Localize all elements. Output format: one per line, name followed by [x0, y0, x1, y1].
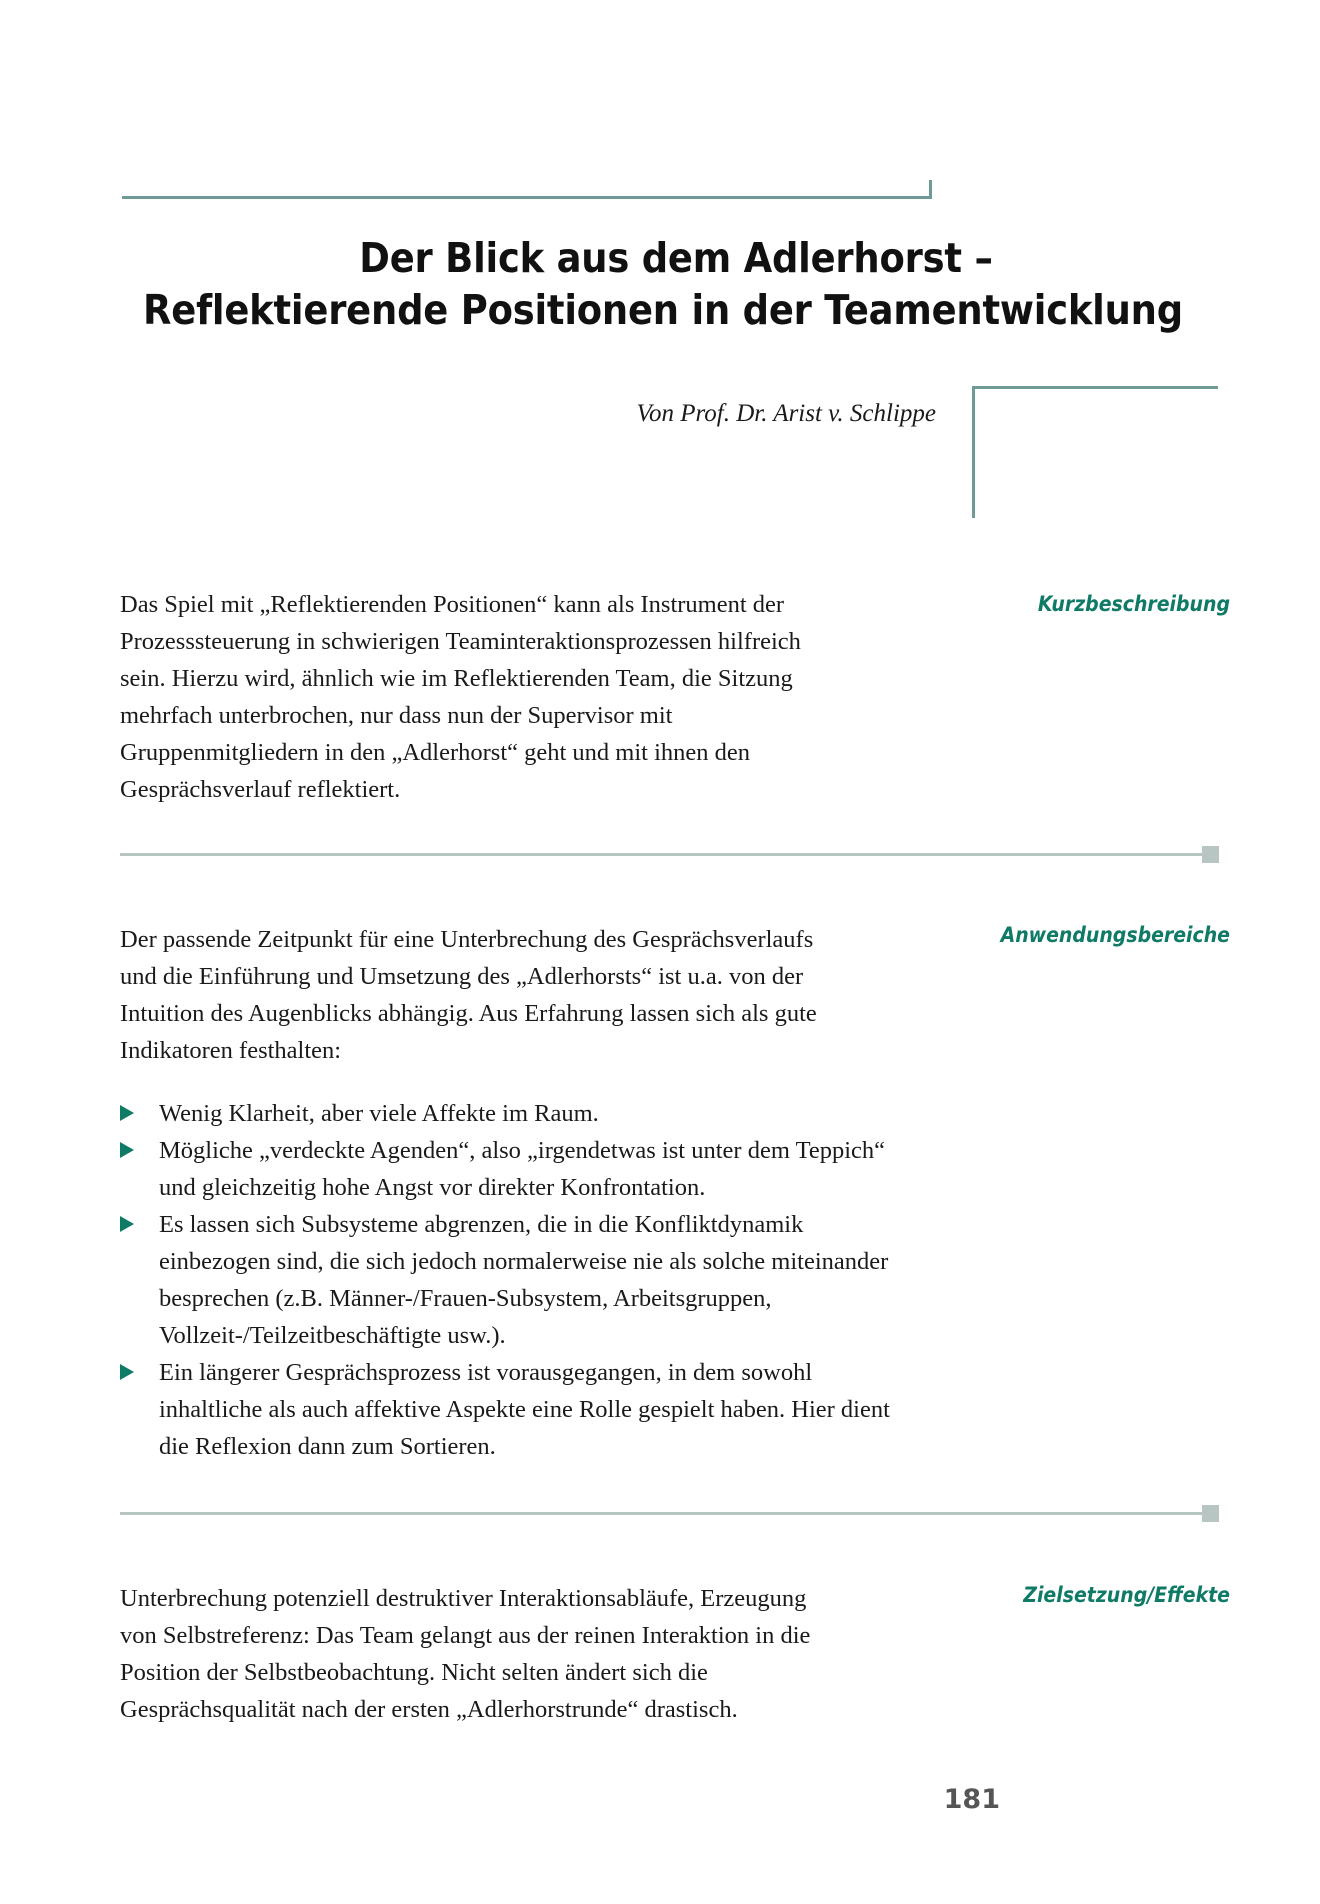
section-3-text: Unterbrechung potenziell destruktiver Interaktionsabläufe, Erzeugung von Selbstreferenz: Das Team gelangt aus der reinen Interaktion in die Position der Selbstbeobachtung. Nicht selten ändert sich die Gesprächsqualität nach der ersten „Adlerhorstrunde“ drastisch.: [120, 1585, 811, 1723]
section-1-label: Kurzbeschreibung: [1037, 592, 1230, 616]
separator-end-cap: [1202, 846, 1219, 863]
page-title-line-1: Der Blick aus dem Adlerhorst –: [359, 234, 993, 282]
list-item-label: Es lassen sich Subsysteme abgrenzen, die in die Konfliktdynamik einbezogen sind, die sich jedoch normalerweise nie als solche miteinander besprechen (z.B. Männer-/Frauen-Subsystem, Arbeitsgruppen, Vollzeit-/Teilzeitbeschäftigte usw.).: [159, 1211, 889, 1349]
arrow-bullet-icon: [120, 1216, 134, 1232]
author-byline: Von Prof. Dr. Arist v. Schlippe: [636, 400, 936, 427]
list-item-label: Wenig Klarheit, aber viele Affekte im Raum.: [159, 1100, 599, 1127]
page-title: [0, 232, 1320, 336]
list-item: [120, 1354, 910, 1465]
arrow-bullet-icon: [120, 1364, 134, 1380]
section-1-text: Das Spiel mit „Reflektierenden Positionen“ kann als Instrument der Prozesssteuerung in schwierigen Teaminteraktionsprozessen hilfreich sein. Hierzu wird, ähnlich wie im Reflektierenden Team, die Sitzung mehrfach unterbrochen, nur dass nun der Supervisor mit Gruppenmitgliedern in den „Adlerhorst“ geht und mit ihnen den Gesprächsverlauf reflektiert.: [120, 591, 801, 803]
header-rule-horizontal: [122, 196, 932, 199]
page-number: 181: [943, 1784, 1000, 1815]
section-2-text: Der passende Zeitpunkt für eine Unterbrechung des Gesprächsverlaufs und die Einführung und Umsetzung des „Adlerhorsts“ ist u.a. von der Intuition des Augenblicks abhängig. Aus Erfahrung lassen sich als gute Indikatoren festhalten:: [120, 926, 817, 1064]
list-item: [120, 1095, 910, 1132]
list-item: [120, 1132, 910, 1206]
list-item: [120, 1206, 910, 1354]
page-title-line-2: Reflektierende Positionen in der Teamentwicklung: [143, 286, 1183, 334]
section-3-label: Zielsetzung/Effekte: [1023, 1583, 1230, 1607]
indicator-bullet-list: [120, 1095, 910, 1465]
section-2-label: Anwendungsbereiche: [1000, 923, 1230, 947]
arrow-bullet-icon: [120, 1105, 134, 1121]
separator-end-cap: [1202, 1505, 1219, 1522]
header-rule-riser: [929, 180, 932, 199]
header-corner-bracket: [972, 386, 1218, 518]
list-item-label: Mögliche „verdeckte Agenden“, also „irgendetwas ist unter dem Teppich“ und gleichzeitig hohe Angst vor direkter Konfrontation.: [159, 1137, 886, 1201]
section-separator-2: [120, 1512, 1205, 1515]
section-separator-1: [120, 853, 1205, 856]
list-item-label: Ein längerer Gesprächsprozess ist vorausgegangen, in dem sowohl inhaltliche als auch affektive Aspekte eine Rolle gespielt haben. Hier dient die Reflexion dann zum Sortieren.: [159, 1359, 890, 1460]
arrow-bullet-icon: [120, 1142, 134, 1158]
